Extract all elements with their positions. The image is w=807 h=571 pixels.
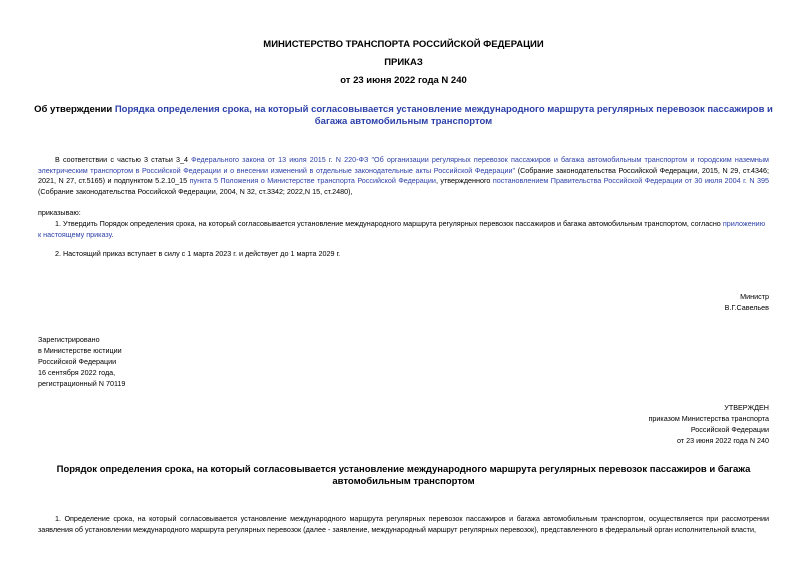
approved-line-3: Российской Федерации — [690, 425, 769, 434]
preamble-text-3: , утвержденного — [435, 176, 493, 185]
order-word: приказываю: — [38, 208, 81, 217]
approved-block — [649, 402, 769, 446]
approved-line-2: приказом Министерства транспорта — [648, 414, 769, 423]
item-2-paragraph: 2. Настоящий приказ вступает в силу с 1 марта 2023 г. и действует до 1 марта 2029 г. — [55, 249, 341, 258]
approved-line-4: от 23 июня 2022 года N 240 — [676, 436, 769, 445]
item-1-text: 1. Утвердить Порядок определения срока, на который согласовывается установление международного маршрута регулярных перевозок пассажиров и багажа автомобильным транспортом, согласно — [55, 219, 723, 228]
title-link[interactable]: Порядка определения срока, на который согласовывается установление международного маршрута регулярных перевозок пассажиров и багажа автомобильным транспортом — [114, 104, 773, 127]
preamble-text-1: В соответствии с частью 3 статьи 3_4 — [55, 155, 192, 164]
ministry-heading: МИНИСТЕРСТВО ТРАНСПОРТА РОССИЙСКОЙ ФЕДЕРАЦИИ — [263, 39, 544, 50]
government-decree-link[interactable]: постановлением Правительства Российской Федерации от 30 июля 2004 г. N 395 — [492, 176, 769, 185]
signature-name: В.Г.Савельев — [724, 303, 769, 312]
doc-date-heading: от 23 июня 2022 года N 240 — [340, 75, 467, 86]
preamble-text-2: (Собрание законодательства Российской Федерации, 2015, N 29, ст.4346; 2021, N 27, ст.5165) и подпунктом 5.2.10_15 — [38, 165, 769, 185]
approved-line-1: УТВЕРЖДЕН — [724, 403, 769, 412]
preamble-text-4: (Собрание законодательства Российской Федерации, 2004, N 32, ст.3342; 2022,N 15, ст.2480), — [38, 186, 353, 196]
federal-law-link[interactable]: Федерального закона от 13 июля 2015 г. N 220-ФЗ "Об организации регулярных перевозок пассажиров и багажа автомобильным транспортом и городским наземным электрическим транспортом в Российской Федерации и о внесении изменений в отдельные законодательные акты Российской Федерации" — [38, 155, 769, 175]
registration-line-4: 16 сентября 2022 года, — [38, 368, 116, 377]
signature-block — [725, 291, 769, 313]
section-paragraph-1: 1. Определение срока, на который согласовывается установление международного маршрута регулярных перевозок пассажиров и багажа автомобильным транспортом, осуществляется при рассмотрении заявления об установлении международного маршрута регулярных перевозок (далее - заявление, международный маршрут регулярных перевозок), представленного в федеральный орган исполнительной власти, — [38, 514, 769, 534]
regulation-point-link[interactable]: пункта 5 Положения о Министерстве транспорта Российской Федерации — [189, 176, 436, 185]
preamble-paragraph — [38, 155, 769, 197]
registration-block — [38, 334, 125, 389]
doc-type-heading: ПРИКАЗ — [384, 57, 423, 68]
registration-line-3: Российской Федерации — [38, 357, 117, 366]
item-1-paragraph — [38, 219, 769, 240]
section-title: Порядок определения срока, на который согласовывается установление международного маршрута регулярных перевозок пассажиров и багажа автомобильным транспортом — [56, 464, 751, 487]
registration-line-5: регистрационный N 70119 — [38, 379, 126, 388]
registration-line-1: Зарегистрировано — [38, 335, 100, 344]
title-prefix: Об утверждении — [34, 104, 115, 115]
signature-position: Министр — [740, 292, 769, 301]
registration-line-2: в Министерстве юстиции — [38, 346, 122, 355]
item-1-end: . — [111, 229, 114, 239]
document-title — [30, 104, 777, 128]
appendix-link[interactable]: приложению к настоящему приказу — [38, 219, 766, 239]
